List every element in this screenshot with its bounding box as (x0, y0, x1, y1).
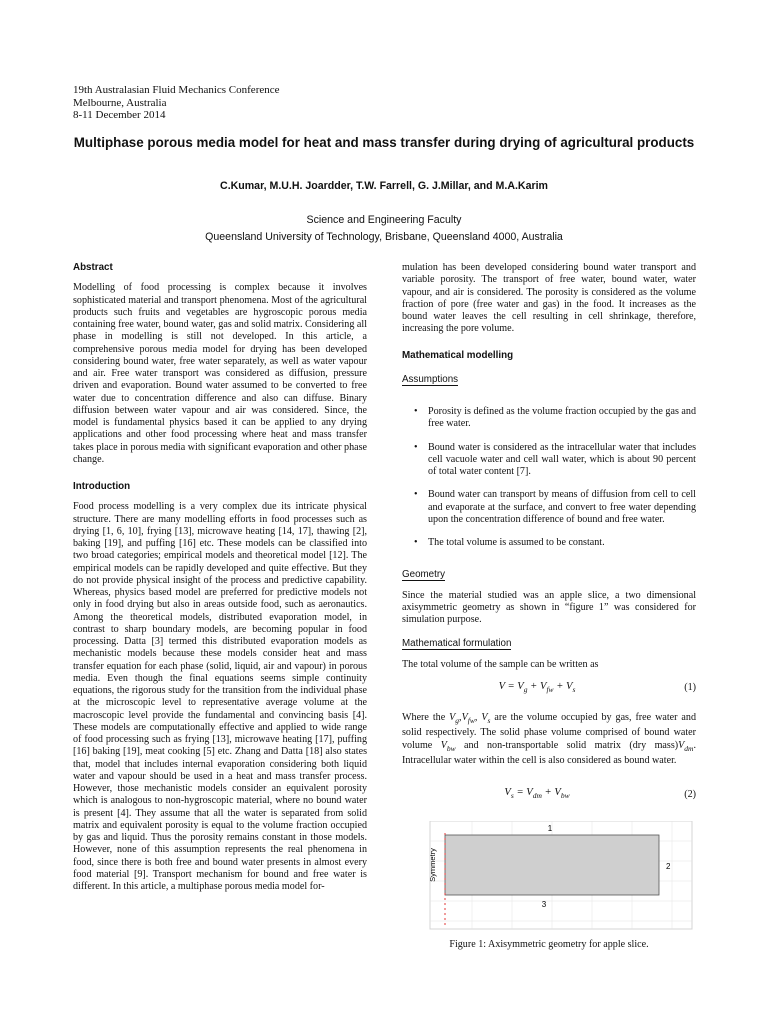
affiliation-faculty: Science and Engineering Faculty (306, 214, 462, 226)
figure-1-caption: Figure 1: Axisymmetric geometry for apple slice. (449, 938, 649, 950)
list-item: • Porosity is defined as the volume fraction occupied by the gas and free water. (402, 406, 696, 431)
paper-authors: C.Kumar, M.U.H. Joardder, T.W. Farrell, G. J.Millar, and M.A.Karim (220, 180, 548, 192)
equation-1-number: (1) (684, 682, 696, 694)
geometry-heading: Geometry (402, 569, 446, 581)
boundary-label-right: 2 (666, 861, 671, 871)
symmetry-label: Symmetry (428, 847, 437, 882)
conference-dates: 8-11 December 2014 (73, 109, 166, 121)
list-item: • Bound water is considered as the intracellular water that includes cell vacuole water and cell wall water, which is about 90 percent of total water content [7]. (402, 442, 696, 479)
introduction-heading: Introduction (73, 481, 131, 492)
formulation-text: The total volume of the sample can be written as (402, 658, 599, 670)
assumptions-heading: Assumptions (402, 373, 459, 385)
boundary-label-bottom: 3 (541, 899, 547, 909)
figure-1-diagram (402, 821, 696, 933)
where-text: Where the $V_g,V_{fw}$, $V_s$ are the volume occupied by gas, free water and solid respectively. The solid phase volume comprised of bound water volume $V_{bw}$ and non-transportable solid matrix (dry $mass)V_{dm}$. Intracellular water within the cell is also considered as bound water. (402, 712, 696, 766)
equation-2-number: (2) (684, 788, 696, 800)
conference-info (73, 84, 280, 122)
right-column (402, 262, 696, 951)
introduction-continued: mulation has been developed considering bound water transport and variable porosity. The transport of free water, bound water, water vapour, and air is considered. The porosity is considered as the volume fraction of pore (free water and gas) in the food. It increases as the bound water leaves the cell resulting in cell shrinkage, therefore, increasing the pore volume. (402, 262, 696, 335)
boundary-label-top: 1 (547, 823, 553, 833)
list-item: • Bound water can transport by means of diffusion from cell to cell and evaporate at the surface, and convert to free water depending upon the concentration difference of bound and free water. (402, 489, 696, 526)
affiliation-university: Queensland University of Technology, Brisbane, Queensland 4000, Australia (205, 231, 563, 243)
equation-1-math: $V = V_g + V_{fw} + V_s$ (498, 680, 576, 694)
left-column (73, 262, 367, 893)
introduction-text: Food process modelling is a very complex due its intricate physical structure. There are many modelling efforts in food processes such as drying [1, 6, 10], frying [13], microwave heating [14, 17], thawing [2], baking [19], and puffing [16] etc. These models can be classified into two broad categories; empirical models and theoretical model [12]. The empirical models can be rapidly developed and quite effective. But they do not provide physical insight of the process and predictive capability. Whereas, physics based model are preferred for predictive models not only in food drying but also in areas outside food, such as aeronautics. Among the theoretical models, distributed evaporation model, in contrast to sharp boundary models, are becoming popular in food processing. Datta [3] termed this distributed evaporation models as mechanistic models because these models consider heat and mass transfer equation for each phase (solid, liquid, air and vapour) in porous media. Even though the final equations seems simple continuity equations, the rigorous study for the transition from the individual phase at the microscopic level to representative average volume at the macroscopic level provide the fundamental and convincing basis [4]. These models are computationally effective and applied to wide range of food processing such as frying [13], microwave heating [17], puffing [16] baking [19], meat cooking [5] etc. Zhang and Datta [18] also states that, model that includes internal evaporation considering both liquid water and vapour should be used in a heat and mass transfer process. However, those mechanistic models consider an equivalent porosity which is analogous to non-hygroscopic material, where no bound water is present [4]. They assume that all the water is separated from solid matrix and equivalent porosity is equal to the volume fraction occupied by gas and liquid. Thus the porosity remains constant in those models. However, none of this assumption represents the real phenomena in food, since there is both free and bound water presents in almost every food material [9]. Transport mechanism for bound and free water is different. In this article, a multiphase porous media model for- (73, 501, 367, 892)
math-modelling-heading: Mathematical modelling (402, 349, 514, 361)
abstract-heading: Abstract (73, 262, 113, 273)
affiliation (60, 212, 708, 246)
assumptions-list (402, 406, 696, 549)
conference-name: 19th Australasian Fluid Mechanics Conference (73, 84, 280, 96)
equation-2 (402, 787, 696, 802)
conference-location: Melbourne, Australia (73, 96, 167, 109)
apple-slice-domain (445, 835, 659, 895)
geometry-text: Since the material studied was an apple slice, a two dimensional axisymmetric geometry as shown in “figure 1” was considered for simulation purpose. (402, 589, 696, 625)
abstract-text: Modelling of food processing is complex because it involves sophisticated material and transport phenomena. Most of the agricultural products such fruits and vegetables are hygroscopic porous media containing free water, bound water, gas and solid matrix. Considering all phase in modelling is still not developed. In this article, a comprehensive porous media model for drying has been developed considering bound water, free water separately, as well as water vapour and air. Free water transport was considered as diffusion, pressure driven and evaporation. Bound water assumed to be converted to free water due to concentration difference and also can diffuse. Binary diffusion between water vapour and air was considered. Since, the model is fundamental physics based it can be applied to any drying applications and other food processing where heat and mass transfer takes place in porous media with significant evaporation and other phase change. (73, 282, 367, 465)
list-item: • The total volume is assumed to be constant. (402, 537, 696, 549)
equation-1 (402, 681, 696, 696)
equation-2-math: $V_s = V_{dm} + V_{bw}$ (504, 787, 570, 801)
formulation-heading: Mathematical formulation (402, 638, 512, 650)
figure-1 (402, 821, 696, 933)
paper-title: Multiphase porous media model for heat and mass transfer during drying of agricultural products (73, 135, 695, 150)
